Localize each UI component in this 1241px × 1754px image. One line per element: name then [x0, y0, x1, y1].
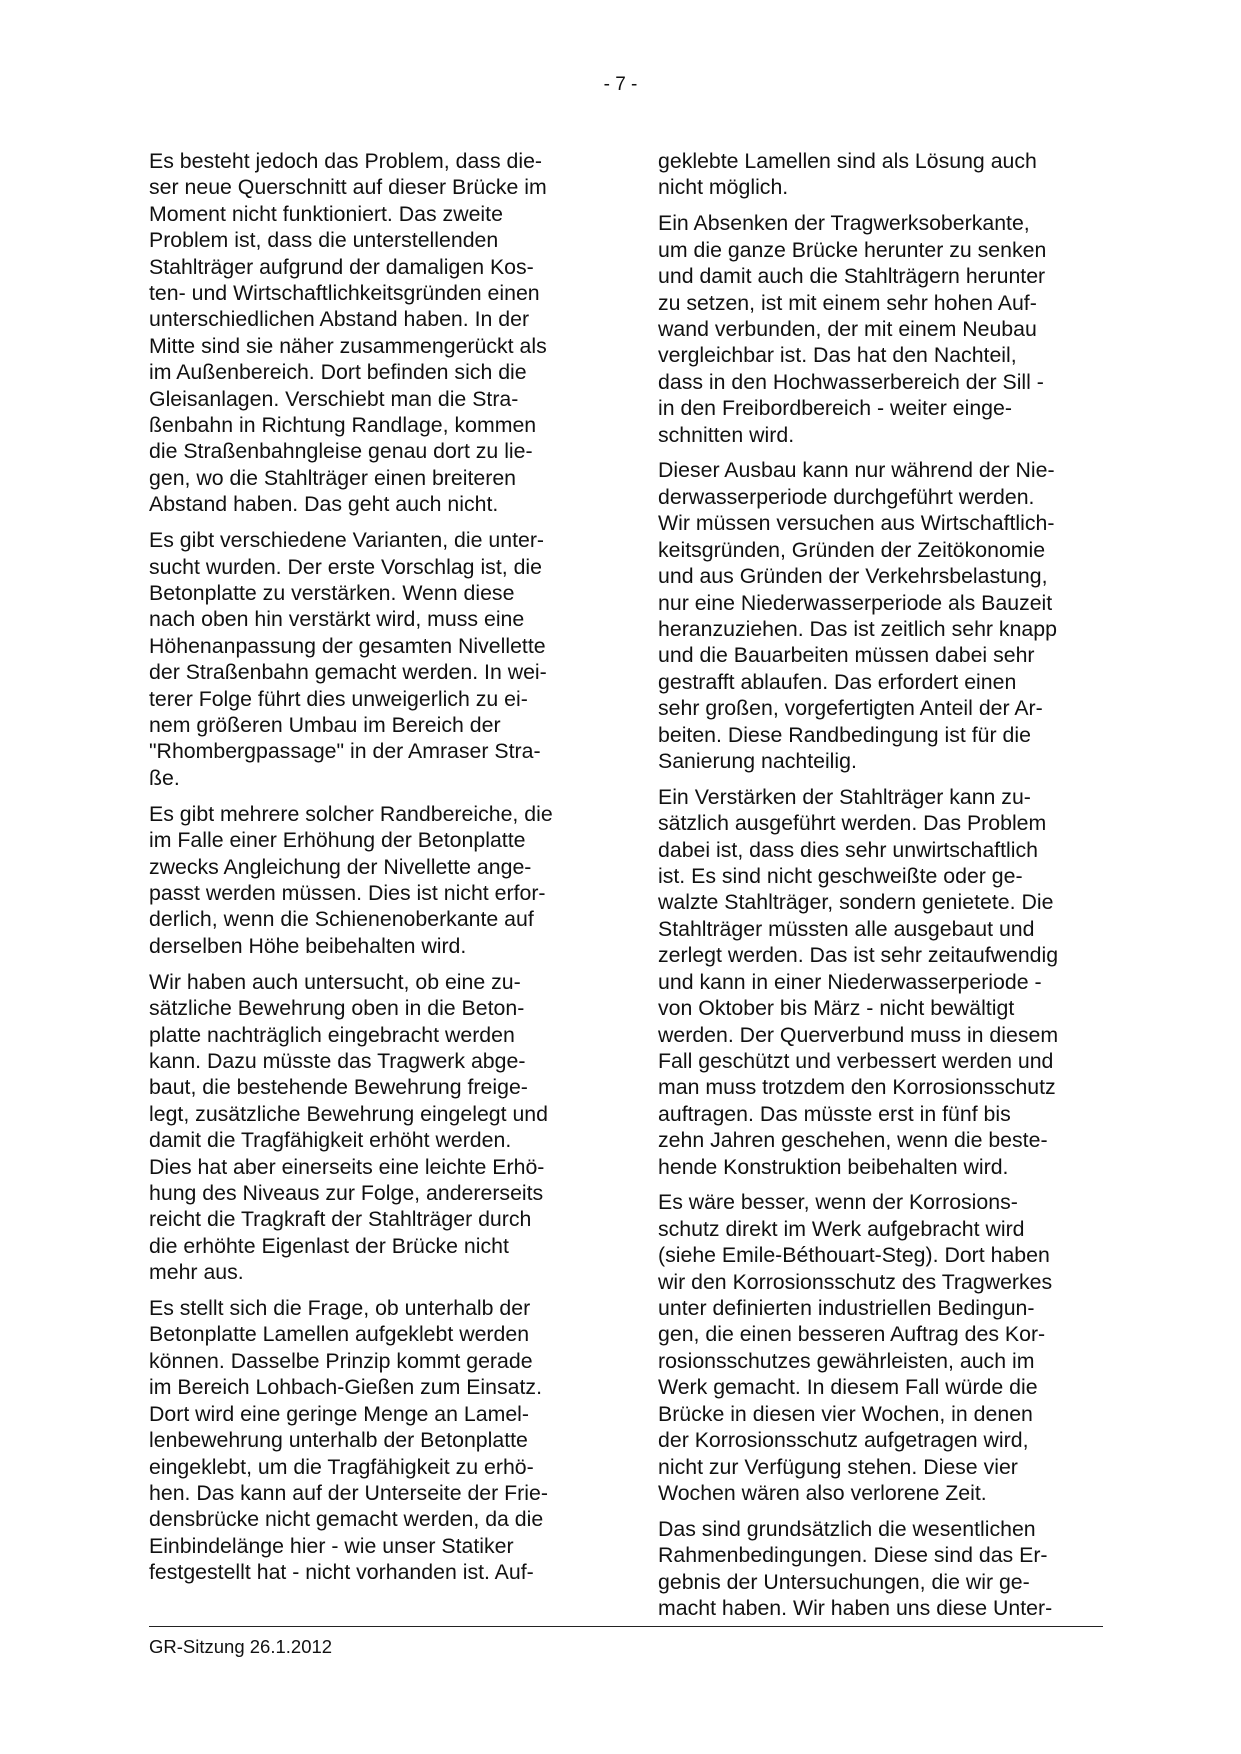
- paragraph: Ein Absenken der Tragwerksoberkante, um die ganze Brücke herunter zu senken und damit auch die Stahlträgern herunter zu setzen, ist mit einem sehr hohen Auf- wand verbunden, der mit einem Neubau vergleichbar ist. Das hat den Nachteil, dass in den Hochwasserbereich der Sill - in den Freibordbereich - weiter einge- schnitten wird.: [658, 211, 1047, 447]
- paragraph: geklebte Lamellen sind als Lösung auch nicht möglich.: [658, 149, 1037, 200]
- right-column: [658, 148, 1098, 1631]
- footer-divider: [149, 1626, 1103, 1627]
- paragraph: Es besteht jedoch das Problem, dass die- ser neue Querschnitt auf dieser Brücke im Moment nicht funktioniert. Das zweite Problem ist, dass die unterstellenden Stahlträger aufgrund der damaligen Kos- ten- und Wirtschaftlichkeitsgründen einen unterschiedlichen Abstand haben. In der Mitte sind sie näher zusammengerückt als im Außenbereich. Dort befinden sich die Gleisanlagen. Verschiebt man die Stra- ßenbahn in Richtung Randlage, kommen die Straßenbahngleise genau dort zu lie- gen, wo die Stahlträger einen breiteren Abstand haben. Das geht auch nicht.: [149, 149, 547, 517]
- footer-text: GR-Sitzung 26.1.2012: [149, 1636, 333, 1657]
- paragraph: Es wäre besser, wenn der Korrosions- schutz direkt im Werk aufgebracht wird (siehe Emile-Béthouart-Steg). Dort haben wir den Korrosionsschutz des Tragwerkes unter definierten industriellen Bedingun- gen, die einen besseren Auftrag des Kor- rosionsschutzes gewährleisten, auch im Werk gemacht. In diesem Fall würde die Brücke in diesen vier Wochen, in denen der Korrosionsschutz aufgetragen wird, nicht zur Verfügung stehen. Diese vier Wochen wären also verlorene Zeit.: [658, 1190, 1053, 1505]
- paragraph: Es gibt mehrere solcher Randbereiche, die im Falle einer Erhöhung der Betonplatte zwecks Angleichung der Nivellette ange- passt werden müssen. Dies ist nicht erfor- derlich, wenn die Schienenoberkante auf derselben Höhe beibehalten wird.: [149, 801, 553, 958]
- paragraph: Es gibt verschiedene Varianten, die unter- sucht wurden. Der erste Vorschlag ist, die Betonplatte zu verstärken. Wenn diese nach oben hin verstärkt wird, muss eine Höhenanpassung der gesamten Nivellette der Straßenbahn gemacht werden. In wei- terer Folge führt dies unweigerlich zu ei- nem größeren Umbau im Bereich der "Rhombergpassage" in der Amraser Stra- ße.: [149, 528, 547, 790]
- paragraph: Das sind grundsätzlich die wesentlichen Rahmenbedingungen. Diese sind das Er- gebnis der Untersuchungen, die wir ge- macht haben. Wir haben uns diese Unter-: [658, 1516, 1053, 1621]
- paragraph: Ein Verstärken der Stahlträger kann zu- sätzlich ausgeführt werden. Das Problem dabei ist, dass dies sehr unwirtschaftlich ist. Es sind nicht geschweißte oder ge- walzte Stahlträger, sondern genietete. Die Stahlträger müssten alle ausgebaut und zerlegt werden. Das ist sehr zeitaufwendig und kann in einer Niederwasserperiode - von Oktober bis März - nicht bewältigt werden. Der Querverbund muss in diesem Fall geschützt und verbessert werden und man muss trotzdem den Korrosionsschutz auftragen. Das müsste erst in fünf bis zehn Jahren geschehen, wenn die beste- hende Konstruktion beibehalten wird.: [658, 784, 1059, 1179]
- page-number: - 7 -: [603, 74, 638, 95]
- paragraph: Dieser Ausbau kann nur während der Nie- derwasserperiode durchgeführt werden. Wir müssen versuchen aus Wirtschaftlich- keitsgründen, Gründen der Zeitökonomie und aus Gründen der Verkehrsbelastung, nur eine Niederwasserperiode als Bauzeit heranzuziehen. Das ist zeitlich sehr knapp und die Bauarbeiten müssen dabei sehr gestrafft ablaufen. Das erfordert einen sehr großen, vorgefertigten Anteil der Ar- beiten. Diese Randbedingung ist für die Sanierung nachteilig.: [658, 458, 1057, 773]
- left-column: [149, 148, 589, 1595]
- paragraph: Wir haben auch untersucht, ob eine zu- sätzliche Bewehrung oben in die Beton- platte nachträglich eingebracht werden kann. Dazu müsste das Tragwerk abge- baut, die bestehende Bewehrung freige- legt, zusätzliche Bewehrung eingelegt und damit die Tragfähigkeit erhöht werden. Dies hat aber einerseits eine leichte Erhö- hung des Niveaus zur Folge, andererseits reicht die Tragkraft der Stahlträger durch die erhöhte Eigenlast der Brücke nicht mehr aus.: [149, 969, 548, 1285]
- paragraph: Es stellt sich die Frage, ob unterhalb der Betonplatte Lamellen aufgeklebt werden können. Dasselbe Prinzip kommt gerade im Bereich Lohbach-Gießen zum Einsatz. Dort wird eine geringe Menge an Lamel- lenbewehrung unterhalb der Betonplatte eingeklebt, um die Tragfähigkeit zu erhö- hen. Das kann auf der Unterseite der Frie- densbrücke nicht gemacht werden, da die Einbindelänge hier - wie unser Statiker festgestellt hat - nicht vorhanden ist. Auf-: [149, 1296, 548, 1585]
